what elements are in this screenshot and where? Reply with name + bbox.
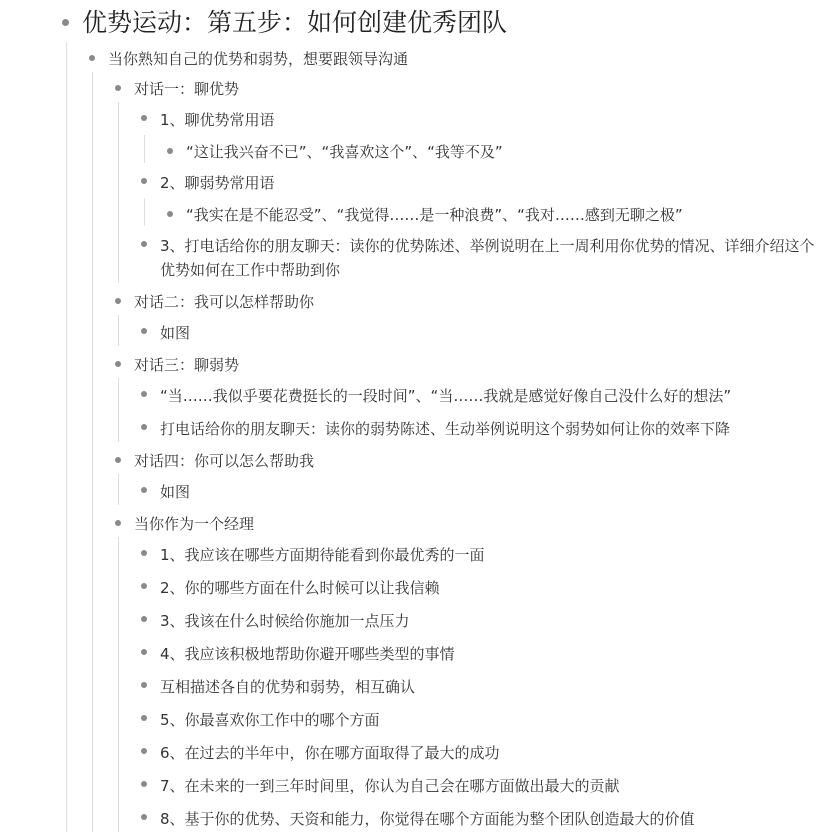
bullet-icon[interactable] xyxy=(115,520,121,526)
bullet-icon[interactable] xyxy=(115,361,121,367)
manager-question-text: 4、我应该积极地帮助你避开哪些类型的事情 xyxy=(160,645,455,663)
bullet-icon[interactable] xyxy=(141,424,147,430)
see-figure-text: 如图 xyxy=(160,483,191,501)
outline-node-manager-question[interactable] xyxy=(0,537,835,570)
call-friend-strengths-text: 3、打电话给你的朋友聊天：读你的优势陈述、举例说明在上一周利用你优势的情况、详细介绍这个优势如何在工作中帮助到你 xyxy=(160,237,815,279)
dialogue-2-label: 对话二：我可以怎样帮助你 xyxy=(134,293,315,311)
outline-node-manager-question[interactable] xyxy=(0,636,835,669)
outline-node-call-friend-strengths[interactable] xyxy=(0,228,835,285)
page-title: 优势运动：第五步：如何创建优秀团队 xyxy=(82,8,508,37)
outline-node-as-manager[interactable] xyxy=(0,507,835,834)
bullet-icon[interactable] xyxy=(141,616,147,622)
outline-node-manager-question[interactable] xyxy=(0,735,835,768)
dialogue-3-label: 对话三：聊弱势 xyxy=(134,356,240,374)
manager-question-text: 7、在未来的一到三年时间里，你认为自己会在哪方面做出最大的贡献 xyxy=(160,777,620,795)
outline-node-dialogue-1[interactable] xyxy=(0,72,835,285)
bullet-icon[interactable] xyxy=(89,55,95,61)
bullet-icon[interactable] xyxy=(141,748,147,754)
bullet-icon[interactable] xyxy=(167,211,173,217)
bullet-icon[interactable] xyxy=(141,649,147,655)
outline-node-weakness-phrases[interactable] xyxy=(0,165,835,228)
bullet-icon[interactable] xyxy=(115,298,121,304)
outline-node-dialogue-4[interactable] xyxy=(0,444,835,507)
bullet-icon[interactable] xyxy=(141,583,147,589)
outline-node-see-figure[interactable] xyxy=(0,474,835,507)
bullet-icon[interactable] xyxy=(141,781,147,787)
manager-question-text: 6、在过去的半年中，你在哪方面取得了最大的成功 xyxy=(160,744,500,762)
bullet-icon[interactable] xyxy=(141,178,147,184)
see-figure-text: 如图 xyxy=(160,324,191,342)
bullet-icon[interactable] xyxy=(141,241,147,247)
outline-node-weakness-phrase-examples[interactable] xyxy=(0,198,835,228)
bullet-icon[interactable] xyxy=(115,457,121,463)
weakness-phrases-label: 2、聊弱势常用语 xyxy=(160,174,275,192)
strength-phrases-label: 1、聊优势常用语 xyxy=(160,111,275,129)
outline-node-manager-question[interactable] xyxy=(0,702,835,735)
call-friend-weaknesses-text: 打电话给你的朋友聊天：读你的弱势陈述、生动举例说明这个弱势如何让你的效率下降 xyxy=(160,420,731,438)
bullet-icon[interactable] xyxy=(141,715,147,721)
mutual-confirm-text: 互相描述各自的优势和弱势，相互确认 xyxy=(160,678,416,696)
manager-question-text: 3、我该在什么时候给你施加一点压力 xyxy=(160,612,410,630)
dialogue-1-label: 对话一：聊优势 xyxy=(134,80,240,98)
outline-node-manager-question[interactable] xyxy=(0,768,835,801)
bullet-icon[interactable] xyxy=(141,328,147,334)
outline-node-manager-question[interactable] xyxy=(0,570,835,603)
outline-node-mutual-confirm[interactable] xyxy=(0,669,835,702)
outline-node-weakness-quotes[interactable] xyxy=(0,378,835,411)
bullet-icon[interactable] xyxy=(141,682,147,688)
outline-node-dialogue-3[interactable] xyxy=(0,348,835,444)
weakness-phrase-examples: “我实在是不能忍受”、“我觉得……是一种浪费”、“我对……感到无聊之极” xyxy=(186,206,683,224)
manager-question-text: 5、你最喜欢你工作中的哪个方面 xyxy=(160,711,380,729)
outline-node-strength-phrases[interactable] xyxy=(0,102,835,165)
outline-node-strength-phrase-examples[interactable] xyxy=(0,135,835,165)
manager-question-text: 2、你的哪些方面在什么时候可以让我信赖 xyxy=(160,579,440,597)
weakness-quotes-text: “当……我似乎要花费挺长的一段时间”、“当……我就是感觉好像自己没什么好的想法” xyxy=(160,387,732,405)
bullet-icon[interactable] xyxy=(115,85,121,91)
strength-phrase-examples: “这让我兴奋不已”、“我喜欢这个”、“我等不及” xyxy=(186,143,503,161)
as-manager-label: 当你作为一个经理 xyxy=(134,515,255,533)
outline-node-see-figure[interactable] xyxy=(0,315,835,348)
outline-node-section[interactable] xyxy=(0,42,835,834)
outline-node-call-friend-weaknesses[interactable] xyxy=(0,411,835,444)
outline-node-manager-question[interactable] xyxy=(0,801,835,834)
bullet-icon[interactable] xyxy=(141,391,147,397)
outline-node-manager-question[interactable] xyxy=(0,603,835,636)
bullet-icon[interactable] xyxy=(141,814,147,820)
bullet-icon[interactable] xyxy=(62,19,69,26)
bullet-icon[interactable] xyxy=(141,487,147,493)
bullet-icon[interactable] xyxy=(167,148,173,154)
manager-question-text: 8、基于你的优势、天资和能力，你觉得在哪个方面能为整个团队创造最大的价值 xyxy=(160,810,695,828)
section-label: 当你熟知自己的优势和弱势，想要跟领导沟通 xyxy=(108,50,409,68)
manager-question-text: 1、我应该在哪些方面期待能看到你最优秀的一面 xyxy=(160,546,485,564)
dialogue-4-label: 对话四：你可以怎么帮助我 xyxy=(134,452,315,470)
bullet-icon[interactable] xyxy=(141,550,147,556)
bullet-icon[interactable] xyxy=(141,115,147,121)
outline-node-dialogue-2[interactable] xyxy=(0,285,835,348)
